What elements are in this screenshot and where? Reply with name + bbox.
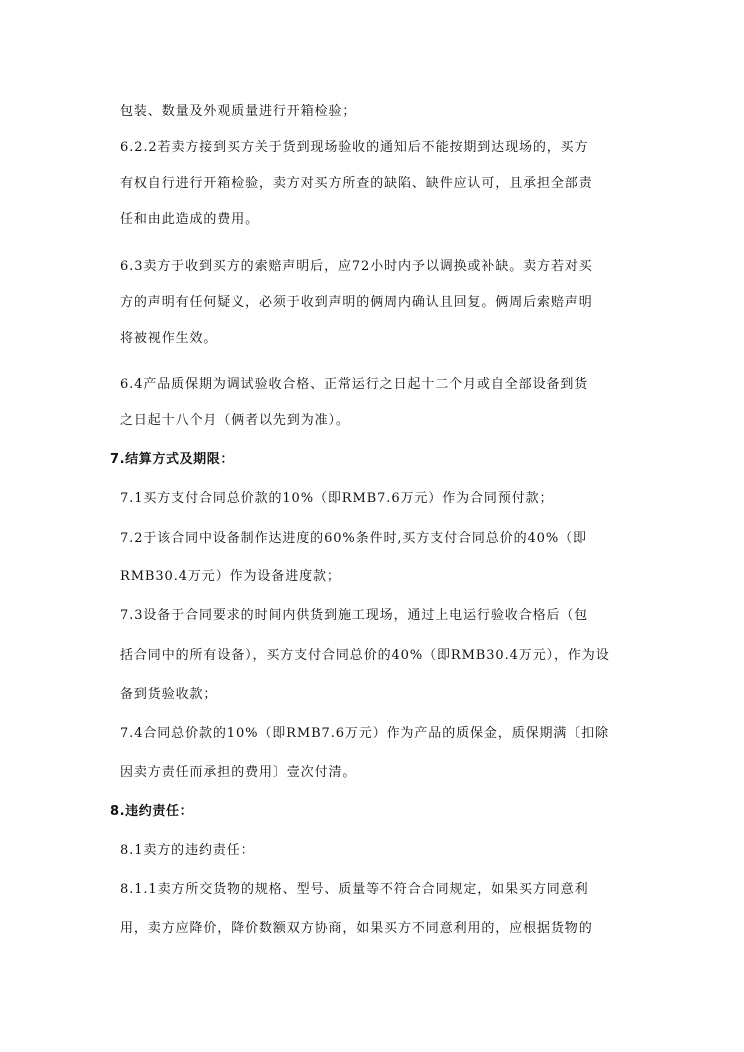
section-heading: 7.结算方式及期限： [110,452,234,467]
text-line: 用，卖方应降价，降价数额双方协商，如果买方不同意利用的，应根据货物的 [120,921,593,936]
text-line: 6.3卖方于收到买方的索赔声明后，应72小时内予以调换或补缺。卖方若对买 [120,259,593,274]
text-line: 7.4合同总价款的10%（即RMB7.6万元）作为产品的质保金，质保期满〔扣除 [120,726,609,741]
text-line: 备到货验收款； [120,687,218,702]
text-line: 7.1买方支付合同总价款的10%（即RMB7.6万元）作为合同预付款； [120,491,554,506]
text-line: 有权自行进行开箱检验，卖方对买方所查的缺陷、缺件应认可，且承担全部责 [120,176,593,191]
section-heading: 8.违约责任： [110,804,194,819]
text-line: 括合同中的所有设备），买方支付合同总价的40%（即RMB30.4万元），作为设 [120,648,610,663]
text-line: 方的声明有任何疑义，必须于收到声明的俩周内确认且回复。俩周后索赔声明 [120,295,593,310]
text-line: 6.2.2若卖方接到买方关于货到现场验收的通知后不能按期到达现场的，买方 [120,140,589,155]
text-line: RMB30.4万元）作为设备进度款； [120,569,341,584]
text-line: 任和由此造成的费用。 [120,212,260,227]
text-line: 因卖方责任而承担的费用〕壹次付清。 [120,765,357,780]
text-line: 8.1卖方的违约责任： [120,843,255,858]
text-line: 7.2于该合同中设备制作达进度的60%条件时,买方支付合同总价的40%（即 [120,531,587,546]
text-line: 之日起十八个月（俩者以先到为准）。 [120,413,350,428]
text-line: 8.1.1卖方所交货物的规格、型号、质量等不符合合同规定，如果买方同意利 [120,882,589,897]
text-line: 包装、数量及外观质量进行开箱检验； [120,104,357,119]
text-line: 将被视作生效。 [120,331,218,346]
text-line: 7.3设备于合同要求的时间内供货到施工现场，通过上电运行验收合格后（包 [120,608,589,623]
text-line: 6.4产品质保期为调试验收合格、正常运行之日起十二个月或自全部设备到货 [120,377,589,392]
